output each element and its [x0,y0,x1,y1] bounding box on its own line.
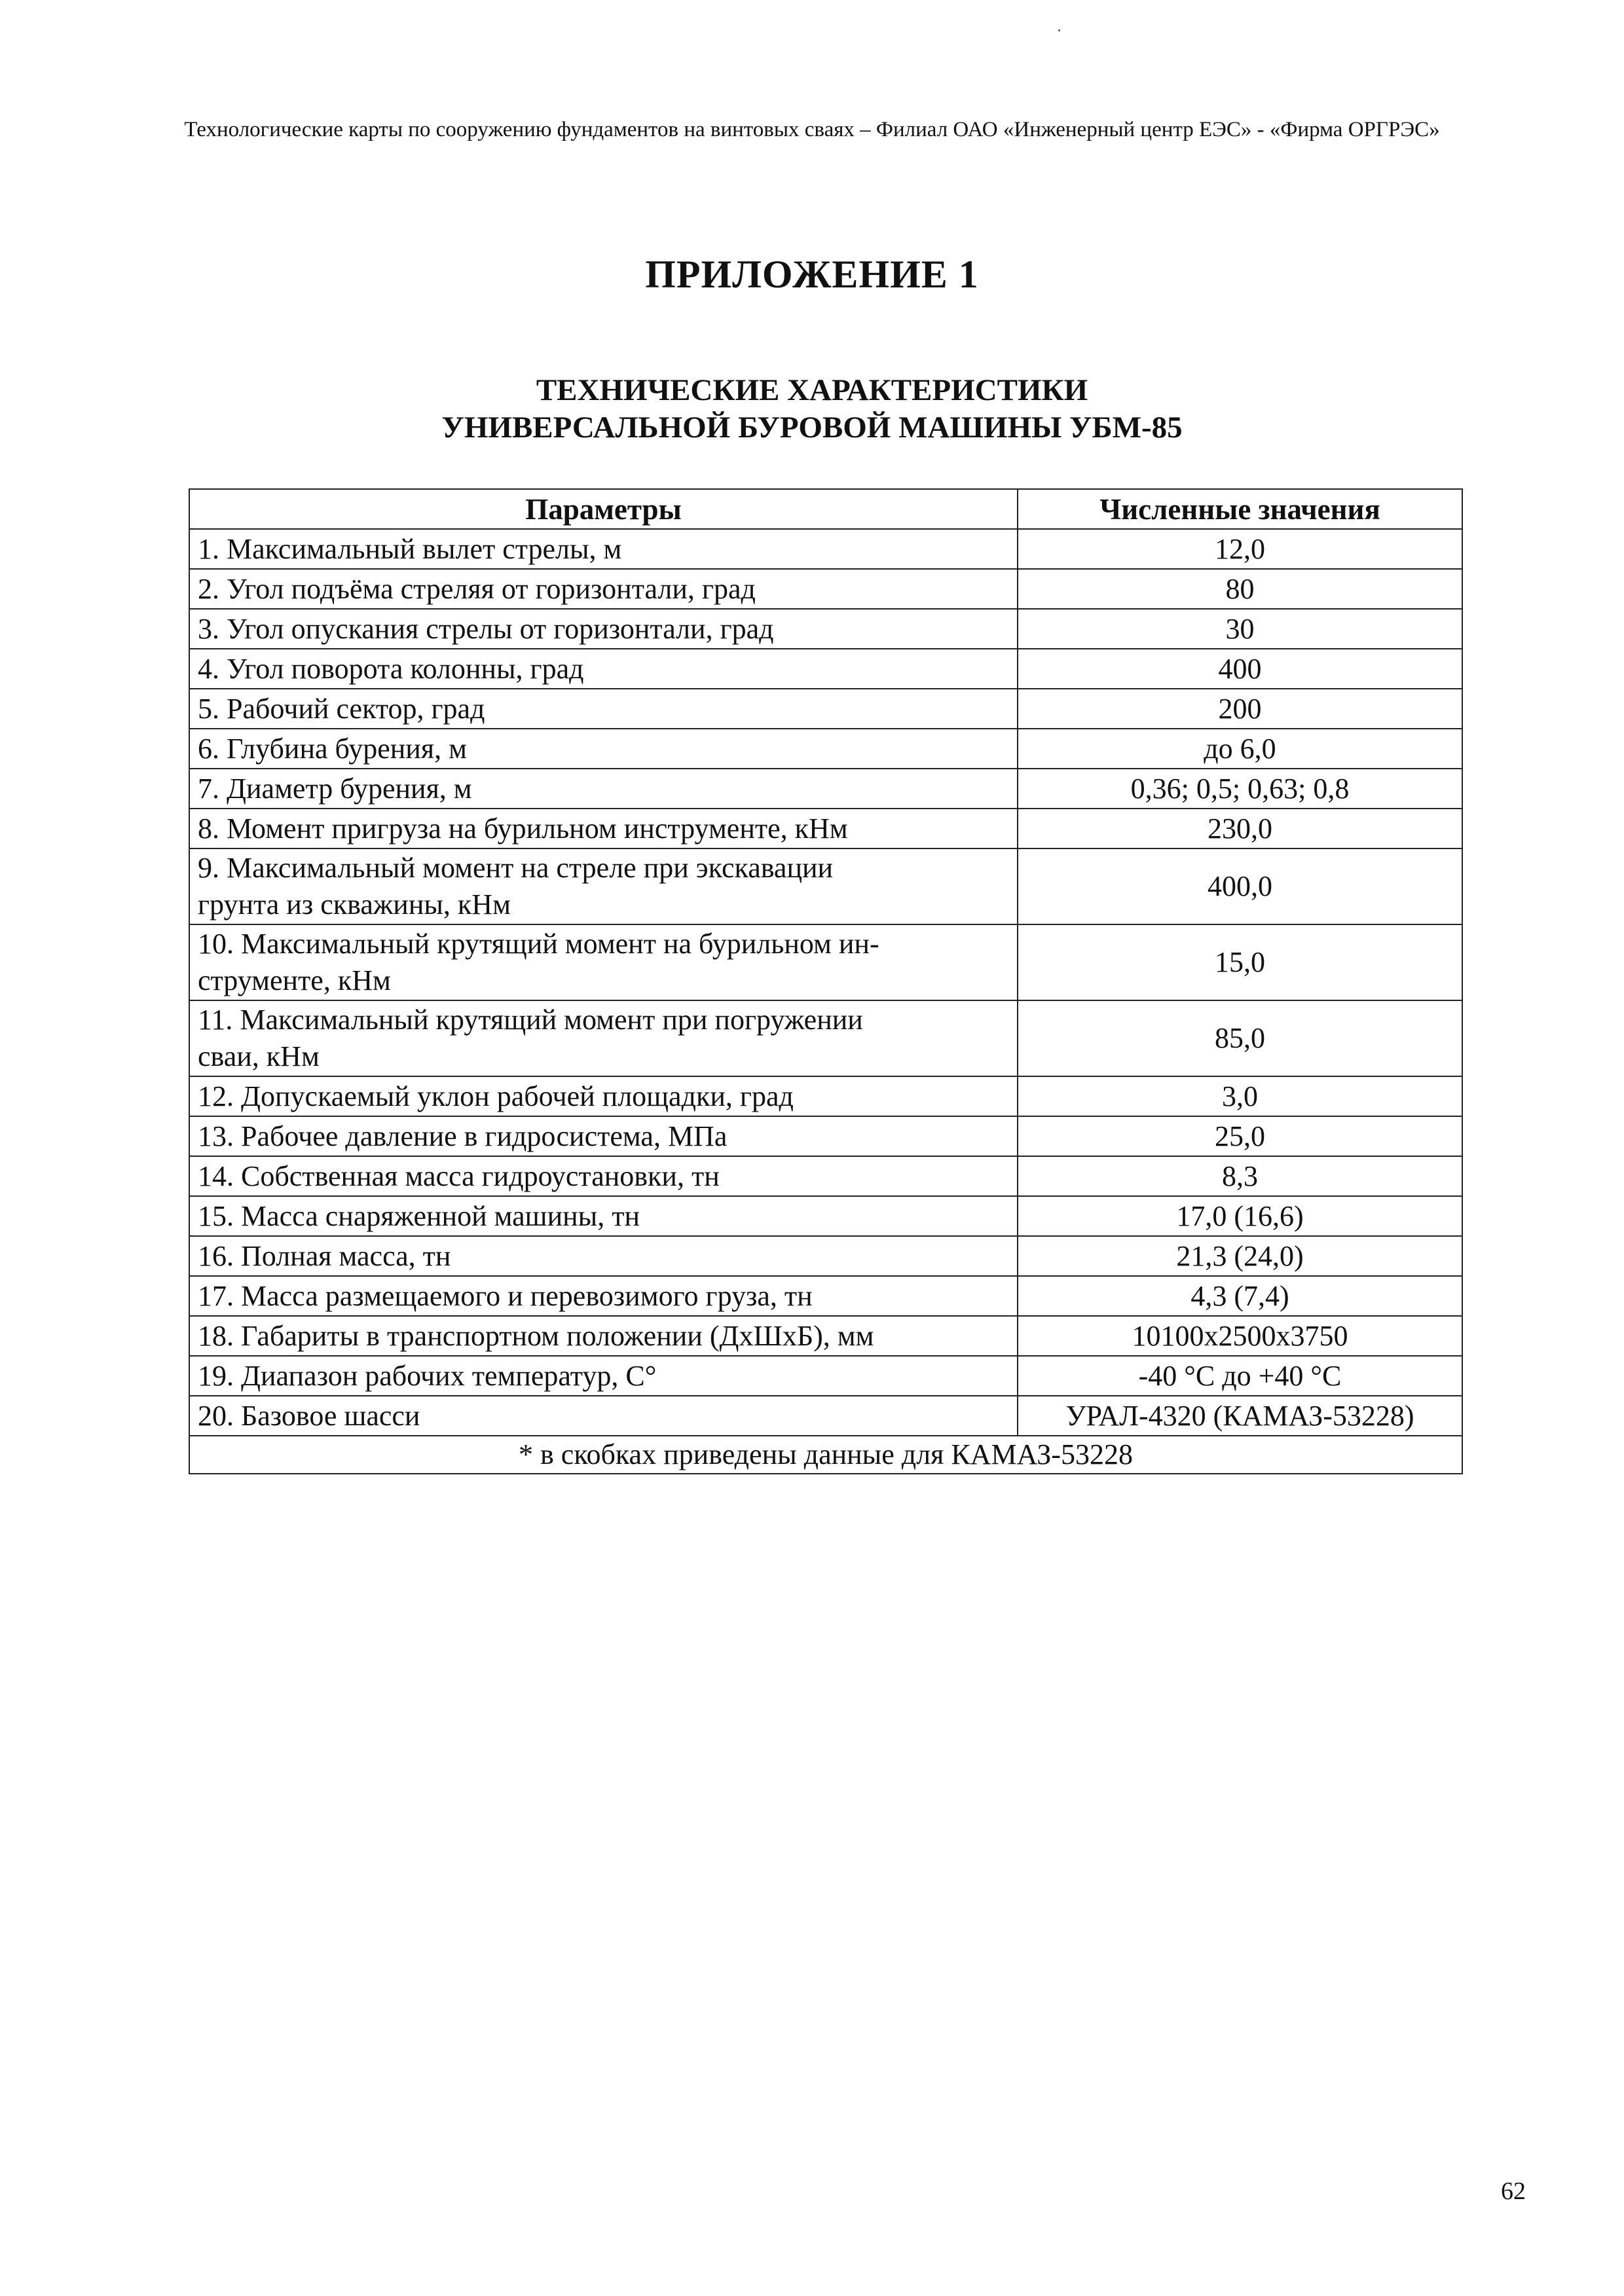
value-cell: 4,3 (7,4) [1018,1276,1462,1316]
column-header-values: Численные значения [1018,489,1462,529]
table-row [189,649,1462,689]
table-row [189,924,1462,1000]
table-row [189,1356,1462,1396]
appendix-title: ПРИЛОЖЕНИЕ 1 [645,253,979,296]
parameter-cell: 2. Угол подъёма стреляя от горизонтали, град [189,569,1018,609]
table-row [189,809,1462,848]
value-cell: -40 °С до +40 °С [1018,1356,1462,1396]
value-cell: 8,3 [1018,1156,1462,1196]
parameter-line: 11. Максимальный крутящий момент при погружении [198,1004,863,1036]
column-header-parameters: Параметры [189,489,1018,529]
table-row [189,1396,1462,1436]
table-row [189,1156,1462,1196]
parameter-cell: 1. Максимальный вылет стрелы, м [189,529,1018,569]
value-cell: 10100х2500х3750 [1018,1316,1462,1356]
parameter-line: струменте, кНм [198,964,391,996]
parameter-cell [189,848,1018,924]
table-footnote-row [189,1436,1462,1474]
value-cell: 21,3 (24,0) [1018,1236,1462,1276]
parameter-cell: 13. Рабочее давление в гидросистема, МПа [189,1116,1018,1156]
parameter-line: 10. Максимальный крутящий момент на бурильном ин- [198,928,879,960]
value-cell: 12,0 [1018,529,1462,569]
value-cell: УРАЛ-4320 (КАМАЗ-53228) [1018,1396,1462,1436]
parameter-cell: 12. Допускаемый уклон рабочей площадки, град [189,1076,1018,1116]
table-row [189,1236,1462,1276]
value-cell: 15,0 [1018,924,1462,1000]
value-cell: 25,0 [1018,1116,1462,1156]
specifications-table [189,488,1463,1474]
parameter-cell: 17. Масса размещаемого и перевозимого груза, тн [189,1276,1018,1316]
parameter-cell [189,1000,1018,1076]
parameter-cell: 20. Базовое шасси [189,1396,1018,1436]
running-header: Технологические карты по сооружению фундаментов на винтовых сваях – Филиал ОАО «Инженерный центр ЕЭС» - «Фирма ОРГРЭС» [184,118,1440,141]
value-cell: 85,0 [1018,1000,1462,1076]
parameter-cell: 5. Рабочий сектор, град [189,689,1018,729]
document-title-line-1: ТЕХНИЧЕСКИЕ ХАРАКТЕРИСТИКИ [536,373,1088,407]
table-row [189,689,1462,729]
parameter-cell: 3. Угол опускания стрелы от горизонтали, град [189,609,1018,649]
parameter-cell: 8. Момент пригруза на бурильном инструменте, кНм [189,809,1018,848]
value-cell: 80 [1018,569,1462,609]
parameter-cell: 7. Диаметр бурения, м [189,769,1018,809]
parameter-line: сваи, кНм [198,1040,320,1072]
parameter-line: 9. Максимальный момент на стреле при экскавации [198,852,834,884]
parameter-cell: 15. Масса снаряженной машины, тн [189,1196,1018,1236]
value-cell: 30 [1018,609,1462,649]
parameter-cell: 18. Габариты в транспортном положении (ДхШхБ), мм [189,1316,1018,1356]
table-header-row [189,489,1462,529]
value-cell: 200 [1018,689,1462,729]
document-title [0,372,1624,446]
table-row [189,569,1462,609]
table-row [189,1316,1462,1356]
value-cell: 400,0 [1018,848,1462,924]
document-title-line-2: УНИВЕРСАЛЬНОЙ БУРОВОЙ МАШИНЫ УБМ-85 [441,410,1183,445]
parameter-cell: 14. Собственная масса гидроустановки, тн [189,1156,1018,1196]
value-cell: 230,0 [1018,809,1462,848]
table-row [189,1196,1462,1236]
parameter-cell: 16. Полная масса, тн [189,1236,1018,1276]
table-row [189,1116,1462,1156]
value-cell: 3,0 [1018,1076,1462,1116]
parameter-cell [189,924,1018,1000]
table-row [189,729,1462,769]
table-row [189,609,1462,649]
parameter-cell: 4. Угол поворота колонны, град [189,649,1018,689]
table-row [189,848,1462,924]
table-row [189,1076,1462,1116]
table-row [189,1276,1462,1316]
page-number: 62 [1501,2178,1526,2205]
value-cell: до 6,0 [1018,729,1462,769]
parameter-line: грунта из скважины, кНм [198,888,511,920]
value-cell: 400 [1018,649,1462,689]
table-row [189,769,1462,809]
table-row [189,1000,1462,1076]
parameter-cell: 19. Диапазон рабочих температур, С° [189,1356,1018,1396]
value-cell: 17,0 (16,6) [1018,1196,1462,1236]
table-footnote: * в скобках приведены данные для КАМАЗ-53228 [189,1436,1462,1474]
table-row [189,529,1462,569]
parameter-cell: 6. Глубина бурения, м [189,729,1018,769]
scan-speck [1058,29,1060,31]
value-cell: 0,36; 0,5; 0,63; 0,8 [1018,769,1462,809]
